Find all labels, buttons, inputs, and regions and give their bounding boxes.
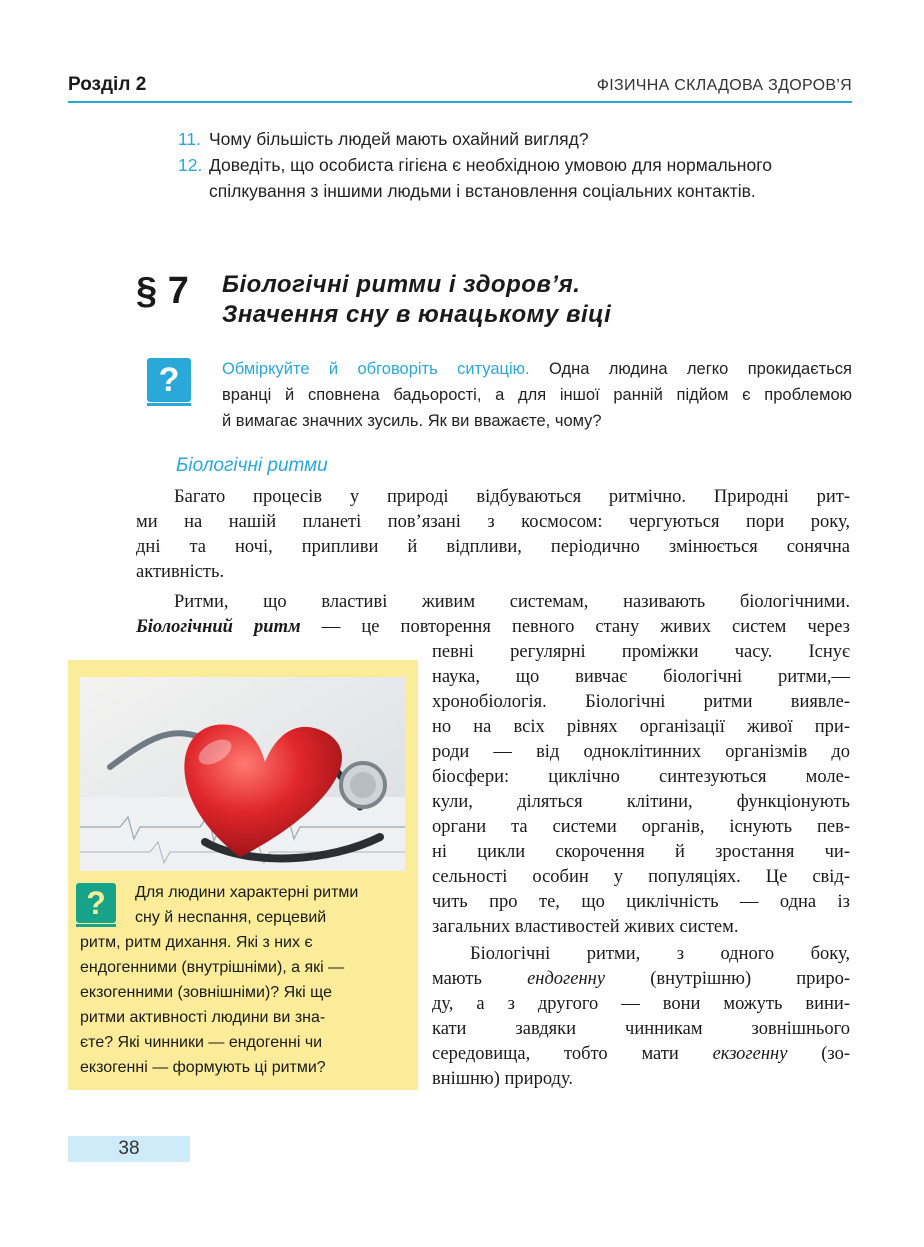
text-line: наука, що вивчає біологічні ритми,— [432, 667, 850, 687]
text-line: Ритми, що властиві живим системам, називають біологічними. [174, 592, 850, 612]
text-line: кули, діляться клітини, функціонують [432, 792, 850, 812]
term-biological-rhythm: Біологічний ритм [136, 617, 301, 637]
paragraph-3 [432, 942, 850, 1092]
heart-stethoscope-image [80, 677, 405, 871]
text-line: єте? Які чинники — ендогенні чи [80, 1034, 323, 1051]
text-line: ні цикли скорочення й зростання чи- [432, 842, 850, 862]
text-line: ритми активності людини ви зна- [80, 1009, 326, 1026]
term-endogenous: ендогенну [527, 969, 606, 989]
question-11 [178, 126, 858, 152]
text-line: середовища, тобто мати [432, 1044, 713, 1064]
text-line: (зо- [787, 1044, 851, 1064]
page-number: 38 [68, 1136, 190, 1162]
discussion-prompt [222, 356, 852, 434]
question-mark-icon: ? [147, 358, 191, 402]
text-line: екзогенними (зовнішніми)? Які ще [80, 984, 333, 1001]
text-line: чить про те, що циклічність — одна із [432, 892, 850, 912]
paragraph-2-column [432, 640, 850, 940]
discussion-text: й вимагає значних зусиль. Як ви вважаєте, чому? [222, 412, 602, 430]
paragraph-1 [136, 485, 850, 585]
text-line: Біологічні ритми, з одного боку, [470, 944, 850, 964]
discussion-text: вранці й сповнена бадьорості, а для іншої ранній підйом є проблемою [222, 386, 852, 404]
section-title [222, 270, 611, 330]
question-mark-icon: ? [76, 883, 116, 923]
text-line: ритм, ритм дихання. Які з них є [80, 934, 313, 951]
question-icon-underline [147, 403, 191, 406]
text-line: — це повторення певного стану живих систем через [300, 617, 850, 637]
text-line: кати завдяки чинникам зовнішнього [432, 1019, 850, 1039]
text-line: но на всіх рівнях організації живої при- [432, 717, 850, 737]
text-line: дні та ночі, припливи й відпливи, періодично змінюється сонячна [136, 537, 850, 557]
text-line: (внутрішню) приро- [605, 969, 850, 989]
paragraph-2 [136, 590, 850, 640]
heart-illustration [80, 677, 405, 871]
text-line: ду, а з другого — вони можуть вини- [432, 994, 850, 1014]
question-text-cont: спілкування з іншими людьми і встановлення соціальних контактів. [209, 181, 756, 201]
section-title-line2: Значення сну в юнацькому віці [222, 301, 612, 328]
sidebar-question-text [80, 880, 410, 1080]
section-title-line1: Біологічні ритми і здоров’я. [222, 271, 581, 298]
text-line: роди — від одноклітинних організмів до [432, 742, 850, 762]
text-line: біосфери: циклічно синтезуються моле- [432, 767, 850, 787]
discussion-lead: Обміркуйте й обговоріть ситуацію. [222, 360, 530, 378]
text-line: органи та системи органів, існують пев- [432, 817, 850, 837]
question-12 [178, 152, 858, 204]
text-line: певні регулярні проміжки часу. Існує [432, 642, 850, 662]
discussion-text: Одна людина легко прокидається [529, 360, 852, 378]
text-line: ендогенними (внутрішніми), а які — [80, 959, 345, 976]
text-line: сну й неспання, серцевий [135, 909, 327, 926]
text-line: Для людини характерні ритми [135, 884, 359, 901]
text-line: хронобіологія. Біологічні ритми виявле- [432, 692, 850, 712]
question-text: Чому більшість людей мають охайний вигляд? [209, 129, 589, 149]
text-line: Багато процесів у природі відбуваються ритмічно. Природні рит- [174, 487, 850, 507]
text-line: внішню) природу. [432, 1069, 573, 1089]
section-label: Розділ 2 [68, 74, 147, 95]
text-line: сельності особин у популяціях. Це свід- [432, 867, 850, 887]
question-number: 12. [178, 155, 203, 175]
question-number: 11. [178, 129, 202, 149]
section-number: § 7 [136, 270, 189, 312]
text-line: активність. [136, 562, 225, 582]
text-line: загальних властивостей живих систем. [432, 917, 739, 937]
chapter-title: ФІЗИЧНА СКЛАДОВА ЗДОРОВ’Я [596, 77, 852, 94]
term-exogenous: екзогенну [712, 1044, 788, 1064]
question-text: Доведіть, що особиста гігієна є необхідною умовою для нормального [209, 155, 772, 175]
header-divider [68, 101, 852, 103]
text-line: ми на нашій планеті пов’язані з космосом: чергуються пори року, [136, 512, 850, 532]
text-line: мають [432, 969, 528, 989]
subheading: Біологічні ритми [176, 455, 328, 476]
text-line: екзогенні — формують ці ритми? [80, 1059, 326, 1076]
